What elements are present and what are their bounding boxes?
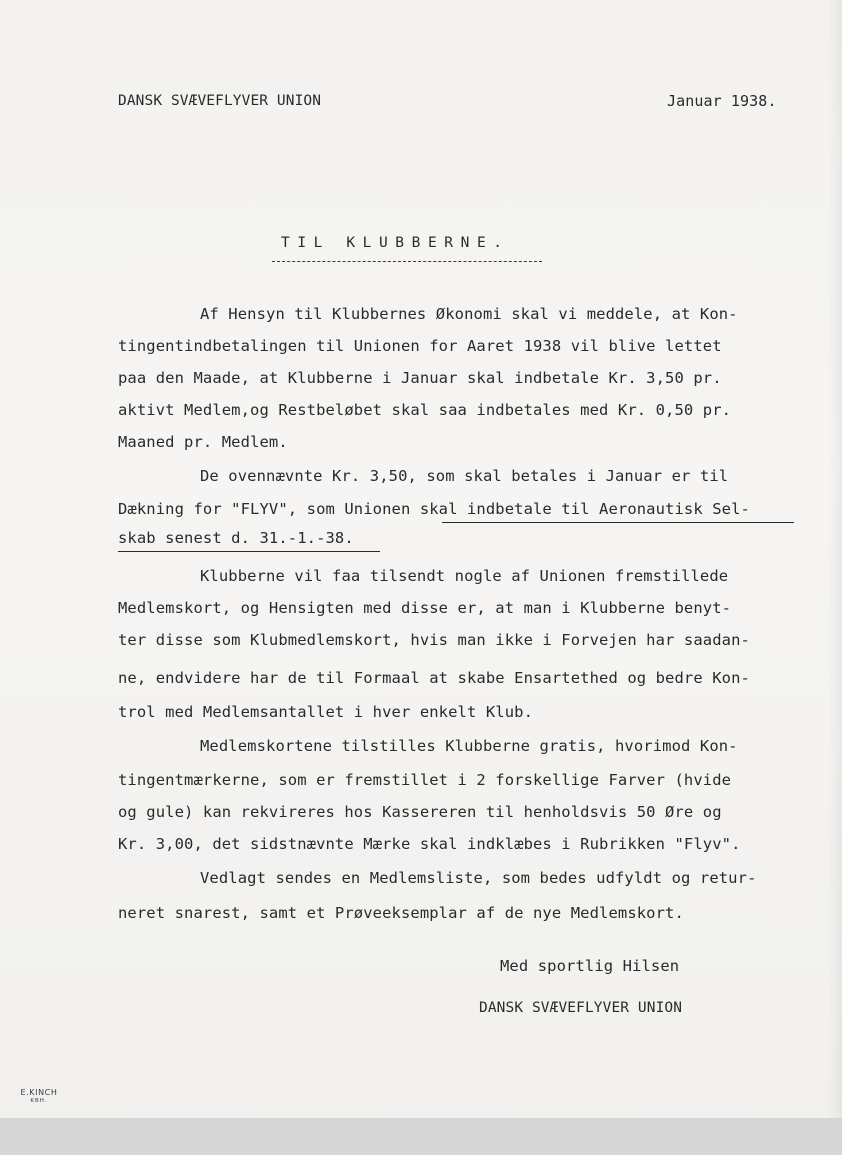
body-line: Af Hensyn til Klubbernes Økonomi skal vi meddele, at Kon- [200,305,738,323]
body-line: Vedlagt sendes en Medlemsliste, som bedes udfyldt og retur- [200,869,757,887]
body-line: aktivt Medlem,og Restbeløbet skal saa indbetales med Kr. 0,50 pr. [118,401,732,419]
letter-date: Januar 1938. [667,92,777,110]
body-line: Klubberne vil faa tilsendt nogle af Unionen fremstillede [200,567,729,585]
body-line: trol med Medlemsantallet i hver enkelt Klub. [118,703,533,721]
body-line: Kr. 3,00, det sidstnævnte Mærke skal indklæbes i Rubrikken "Flyv". [118,835,741,853]
body-line: tingentindbetalingen til Unionen for Aaret 1938 vil blive lettet [118,337,722,355]
body-line: De ovennævnte Kr. 3,50, som skal betales i Januar er til [200,467,729,485]
letterhead-organization: DANSK SVÆVEFLYVER UNION [118,93,322,109]
body-line: ne, endvidere har de til Formaal at skabe Ensartethed og bedre Kon- [118,669,750,687]
printer-stamp-city: KBH. [30,1098,48,1104]
printer-stamp-name: E.KINCH [20,1088,58,1097]
page-edge-shadow [828,0,842,1118]
body-line: neret snarest, samt et Prøveeksemplar af de nye Medlemskort. [118,904,684,922]
body-line: Dækning for "FLYV", som Unionen skal indbetale til Aeronautisk Sel- [118,500,750,518]
body-line: og gule) kan rekvireres hos Kassereren til henholdsvis 50 Øre og [118,803,722,821]
title-dashed-rule [272,261,542,262]
underline-payment-deadline [442,522,794,523]
body-line: Medlemskort, og Hensigten med disse er, at man i Klubberne benyt- [118,599,732,617]
body-line: paa den Maade, at Klubberne i Januar skal indbetale Kr. 3,50 pr. [118,369,722,387]
letter-title: TIL KLUBBERNE. [281,235,510,251]
body-line: ter disse som Klubmedlemskort, hvis man ikke i Forvejen har saadan- [118,631,750,649]
closing-greeting: Med sportlig Hilsen [500,957,680,975]
body-line: tingentmærkerne, som er fremstillet i 2 forskellige Farver (hvide [118,771,732,789]
underline-payment-deadline-cont [118,551,380,552]
closing-signature: DANSK SVÆVEFLYVER UNION [479,1000,683,1016]
body-line: skab senest d. 31.-1.-38. [118,529,354,547]
scan-background-strip [0,1118,842,1155]
printer-stamp [10,1088,68,1105]
body-line: Maaned pr. Medlem. [118,433,288,451]
body-line: Medlemskortene tilstilles Klubberne gratis, hvorimod Kon- [200,737,738,755]
